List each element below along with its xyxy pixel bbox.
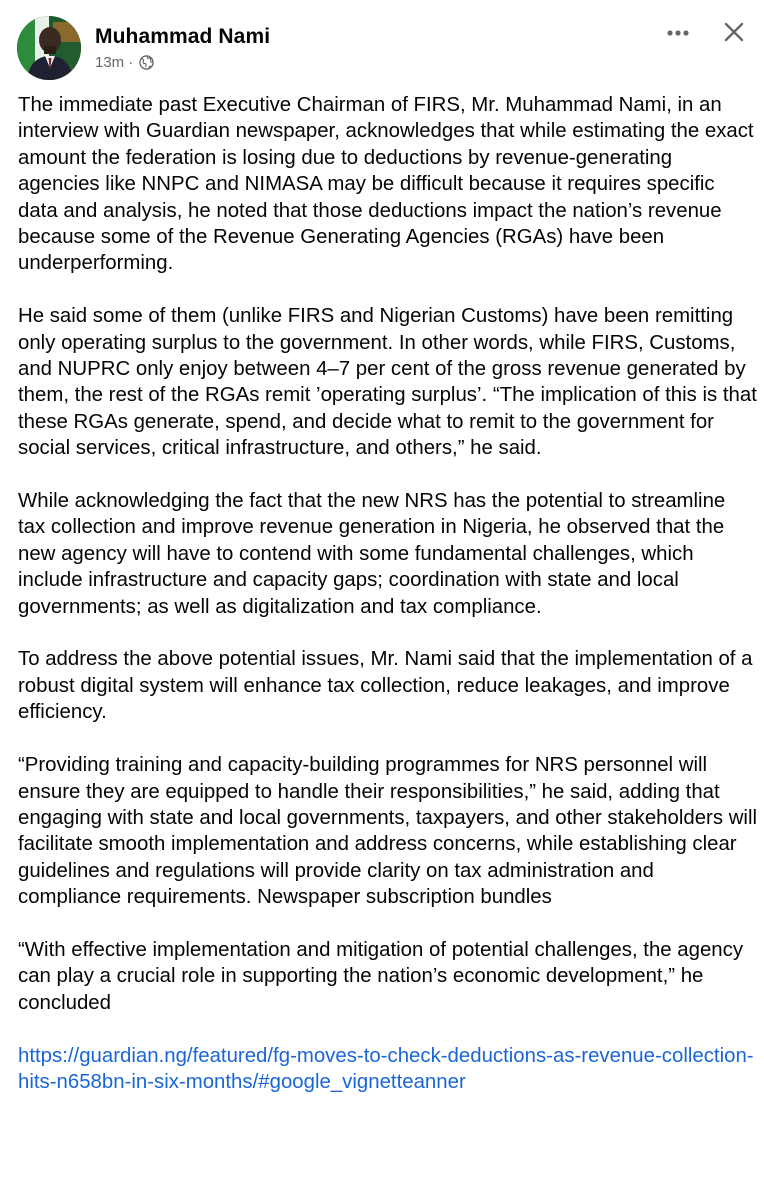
globe-icon bbox=[139, 55, 154, 70]
post-body bbox=[18, 92, 758, 1095]
post-header bbox=[0, 0, 764, 90]
close-icon bbox=[723, 21, 745, 43]
article-link[interactable]: https://guardian.ng/featured/fg-moves-to-check-deductions-as-revenue-collection-hits-n658bn-in-six-months/#google_vignetteanner bbox=[18, 1044, 754, 1093]
post-paragraph: While acknowledging the fact that the new NRS has the potential to streamline tax collection and improve revenue generation in Nigeria, he observed that the new agency will have to contend with some fundamental challenges, which include infrastructure and capacity gaps; coordination with state and local governments; as well as digitalization and tax compliance. bbox=[18, 490, 726, 618]
more-horizontal-icon bbox=[666, 29, 690, 37]
profile-photo-icon bbox=[17, 16, 81, 80]
avatar[interactable] bbox=[17, 16, 81, 80]
meta-separator: · bbox=[128, 53, 134, 71]
post-paragraph: The immediate past Executive Chairman of FIRS, Mr. Muhammad Nami, in an interview with Guardian newspaper, acknowledges that while estimating the exact amount the federation is losing due to deductions by revenue-generating agencies like NNPC and NIMASA may be difficult because it requires specific data and analysis, he noted that those deductions impact the nation’s revenue because some of the Revenue Generating Agencies (RGAs) have been underperforming. bbox=[18, 94, 754, 275]
author-name[interactable]: Muhammad Nami bbox=[95, 25, 271, 48]
more-options-button[interactable] bbox=[662, 18, 694, 48]
close-button[interactable] bbox=[718, 16, 750, 48]
post-paragraph: He said some of them (unlike FIRS and Nigerian Customs) have been remitting only operating surplus to the government. In other words, while FIRS, Customs, and NUPRC only enjoy between 4–7 per cent of the gross revenue generated by them, the rest of the RGAs remit ’operating surplus’. “The implication of this is that these RGAs generate, spend, and decide what to remit to the government for social services, critical infrastructure, and others,” he said. bbox=[18, 305, 757, 460]
post-paragraph: “Providing training and capacity-building programmes for NRS personnel will ensure they are equipped to handle their responsibilities,” he said, adding that engaging with state and local governments, taxpayers, and other stakeholders will facilitate smooth implementation and address concerns, while establishing clear guidelines and regulations will provide clarity on tax administration and compliance requirements. Newspaper subscription bundles bbox=[18, 754, 758, 909]
post-time[interactable]: 13m bbox=[95, 53, 125, 71]
post-paragraph: “With effective implementation and mitigation of potential challenges, the agency can play a crucial role in supporting the nation’s economic development,” he concluded bbox=[18, 938, 744, 1014]
post-paragraph: To address the above potential issues, Mr. Nami said that the implementation of a robust digital system will enhance tax collection, reduce leakages, and improve efficiency. bbox=[18, 648, 753, 724]
post-meta bbox=[95, 53, 154, 71]
